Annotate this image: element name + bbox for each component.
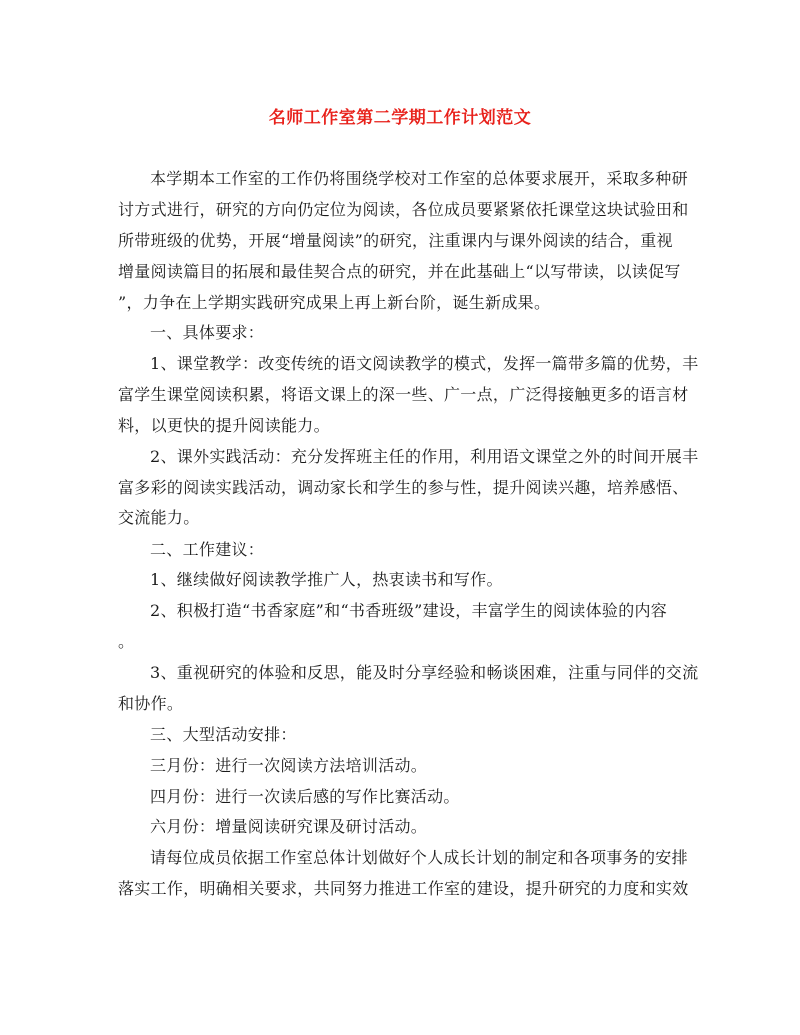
section-heading: 二、工作建议：	[150, 540, 265, 559]
paragraph-line: 本学期本工作室的工作仍将围绕学校对工作室的总体要求展开，采取多种研	[150, 169, 688, 188]
paragraph-line: 落实工作，明确相关要求，共同努力推进工作室的建设，提升研究的力度和实效	[118, 879, 689, 898]
paragraph-line: 富多彩的阅读实践活动，调动家长和学生的参与性，提升阅读兴趣，培养感悟、	[118, 478, 689, 497]
document-title: 名师工作室第二学期工作计划范文	[268, 108, 532, 128]
paragraph-line: 和协作。	[118, 694, 184, 713]
paragraph-line: 四月份：进行一次读后感的写作比赛活动。	[150, 787, 460, 806]
paragraph-line: 2、课外实践活动：充分发挥班主任的作用，利用语文课堂之外的时间开展丰	[150, 447, 699, 466]
paragraph-line: 。	[118, 632, 135, 651]
paragraph-line: 交流能力。	[118, 508, 200, 527]
paragraph-line: 1、课堂教学：改变传统的语文阅读教学的模式，发挥一篇带多篇的优势，丰	[150, 354, 699, 373]
paragraph-line: 富学生课堂阅读积累，将语文课上的深一些、广一点，广泛得接触更多的语言材	[118, 385, 689, 404]
paragraph-line: 1、继续做好阅读教学推广人，热衷读书和写作。	[150, 570, 503, 589]
section-heading: 一、具体要求：	[150, 323, 265, 342]
paragraph-line: 讨方式进行，研究的方向仍定位为阅读，各位成员要紧紧依托课堂这块试验田和	[118, 200, 689, 219]
paragraph-line: 料，以更快的提升阅读能力。	[118, 416, 330, 435]
paragraph-line: 增量阅读篇目的拓展和最佳契合点的研究，并在此基础上“以写带读，以读促写	[118, 262, 681, 281]
paragraph-line: 请每位成员依据工作室总体计划做好个人成长计划的制定和各项事务的安排	[150, 848, 688, 867]
paragraph-line: 3、重视研究的体验和反思，能及时分享经验和畅谈困难，注重与同伴的交流	[150, 663, 699, 682]
paragraph-line: 2、积极打造“书香家庭”和“书香班级”建设，丰富学生的阅读体验的内容	[150, 601, 668, 620]
paragraph-line: 三月份：进行一次阅读方法培训活动。	[150, 756, 428, 775]
section-heading: 三、大型活动安排：	[150, 725, 297, 744]
paragraph-line: 六月份：增量阅读研究课及研讨活动。	[150, 817, 428, 836]
paragraph-line: ”，力争在上学期实践研究成果上再上新台阶，诞生新成果。	[118, 293, 551, 312]
paragraph-line: 所带班级的优势，开展“增量阅读”的研究，注重课内与课外阅读的结合，重视	[118, 231, 673, 250]
